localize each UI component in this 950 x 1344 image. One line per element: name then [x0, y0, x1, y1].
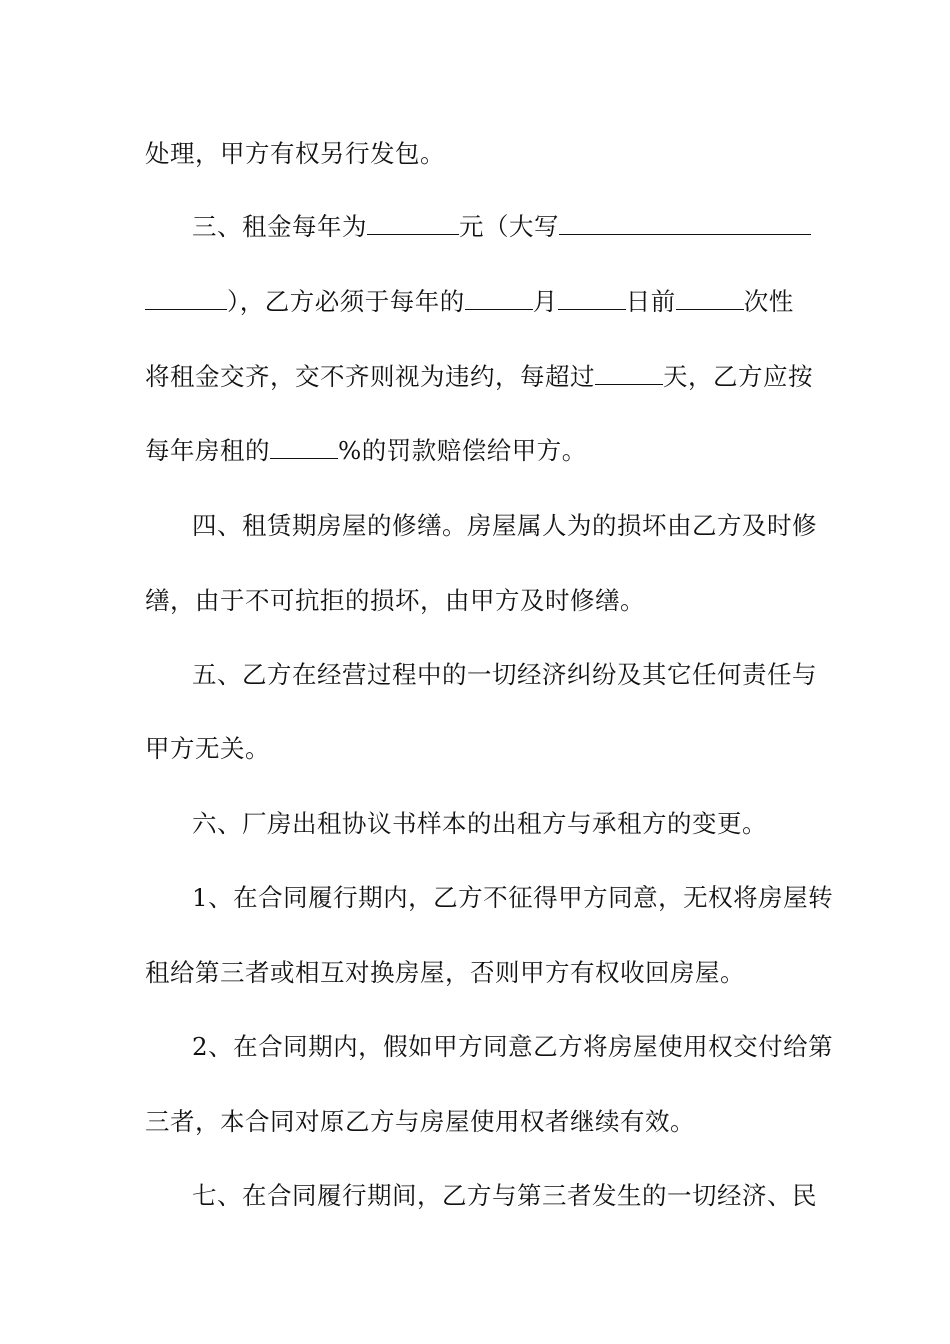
blank-field — [367, 208, 459, 235]
text-segment: 2、在合同期内，假如甲方同意乙方将房屋使用权交付给第 — [192, 1032, 834, 1061]
text-segment: 三、租金每年为 — [192, 212, 367, 241]
paragraph-line — [192, 1027, 834, 1067]
text-segment: %的罚款赔偿给甲方。 — [338, 436, 587, 465]
text-segment: 天，乙方应按 — [663, 362, 813, 391]
text-segment: 三者，本合同对原乙方与房屋使用权者继续有效。 — [145, 1107, 695, 1136]
paragraph-line — [192, 207, 810, 247]
blank-field — [270, 432, 338, 459]
paragraph-line — [192, 655, 817, 695]
paragraph-line — [192, 1176, 817, 1216]
text-segment: 将租金交齐，交不齐则视为违约，每超过 — [145, 362, 595, 391]
blank-field — [558, 283, 626, 310]
text-segment: 1、在合同履行期内，乙方不征得甲方同意，无权将房屋转 — [192, 883, 834, 912]
text-segment: 月 — [532, 287, 558, 316]
paragraph-line — [145, 134, 810, 174]
text-segment: 日前 — [625, 287, 676, 316]
blank-field — [676, 283, 744, 310]
paragraph-line — [145, 282, 810, 322]
text-segment: ），乙方必须于每年的 — [227, 287, 465, 316]
text-segment: 租给第三者或相互对换房屋，否则甲方有权收回房屋。 — [145, 958, 745, 987]
paragraph-line — [145, 1102, 810, 1142]
text-segment: 元（大写 — [459, 212, 559, 241]
text-segment: 每年房租的 — [145, 436, 270, 465]
text-segment: 处理，甲方有权另行发包。 — [145, 139, 445, 168]
blank-field — [145, 283, 227, 310]
paragraph-line — [145, 729, 810, 769]
blank-field — [559, 208, 811, 235]
text-segment: 缮，由于不可抗拒的损坏，由甲方及时修缮。 — [145, 586, 645, 615]
blank-field — [595, 358, 663, 385]
text-segment: 甲方无关。 — [145, 734, 270, 763]
paragraph-line — [145, 431, 810, 471]
paragraph-line — [145, 953, 810, 993]
text-segment: 七、在合同履行期间，乙方与第三者发生的一切经济、民 — [192, 1181, 817, 1210]
text-segment: 次性 — [743, 287, 794, 316]
paragraph-line — [192, 878, 834, 918]
text-segment: 四、租赁期房屋的修缮。房屋属人为的损坏由乙方及时修 — [192, 511, 817, 540]
paragraph-line — [192, 506, 817, 546]
paragraph-line — [145, 581, 810, 621]
paragraph-line — [192, 804, 810, 844]
blank-field — [465, 283, 533, 310]
text-segment: 六、厂房出租协议书样本的出租方与承租方的变更。 — [192, 809, 767, 838]
text-segment: 五、乙方在经营过程中的一切经济纠纷及其它任何责任与 — [192, 660, 817, 689]
paragraph-line — [145, 357, 813, 397]
